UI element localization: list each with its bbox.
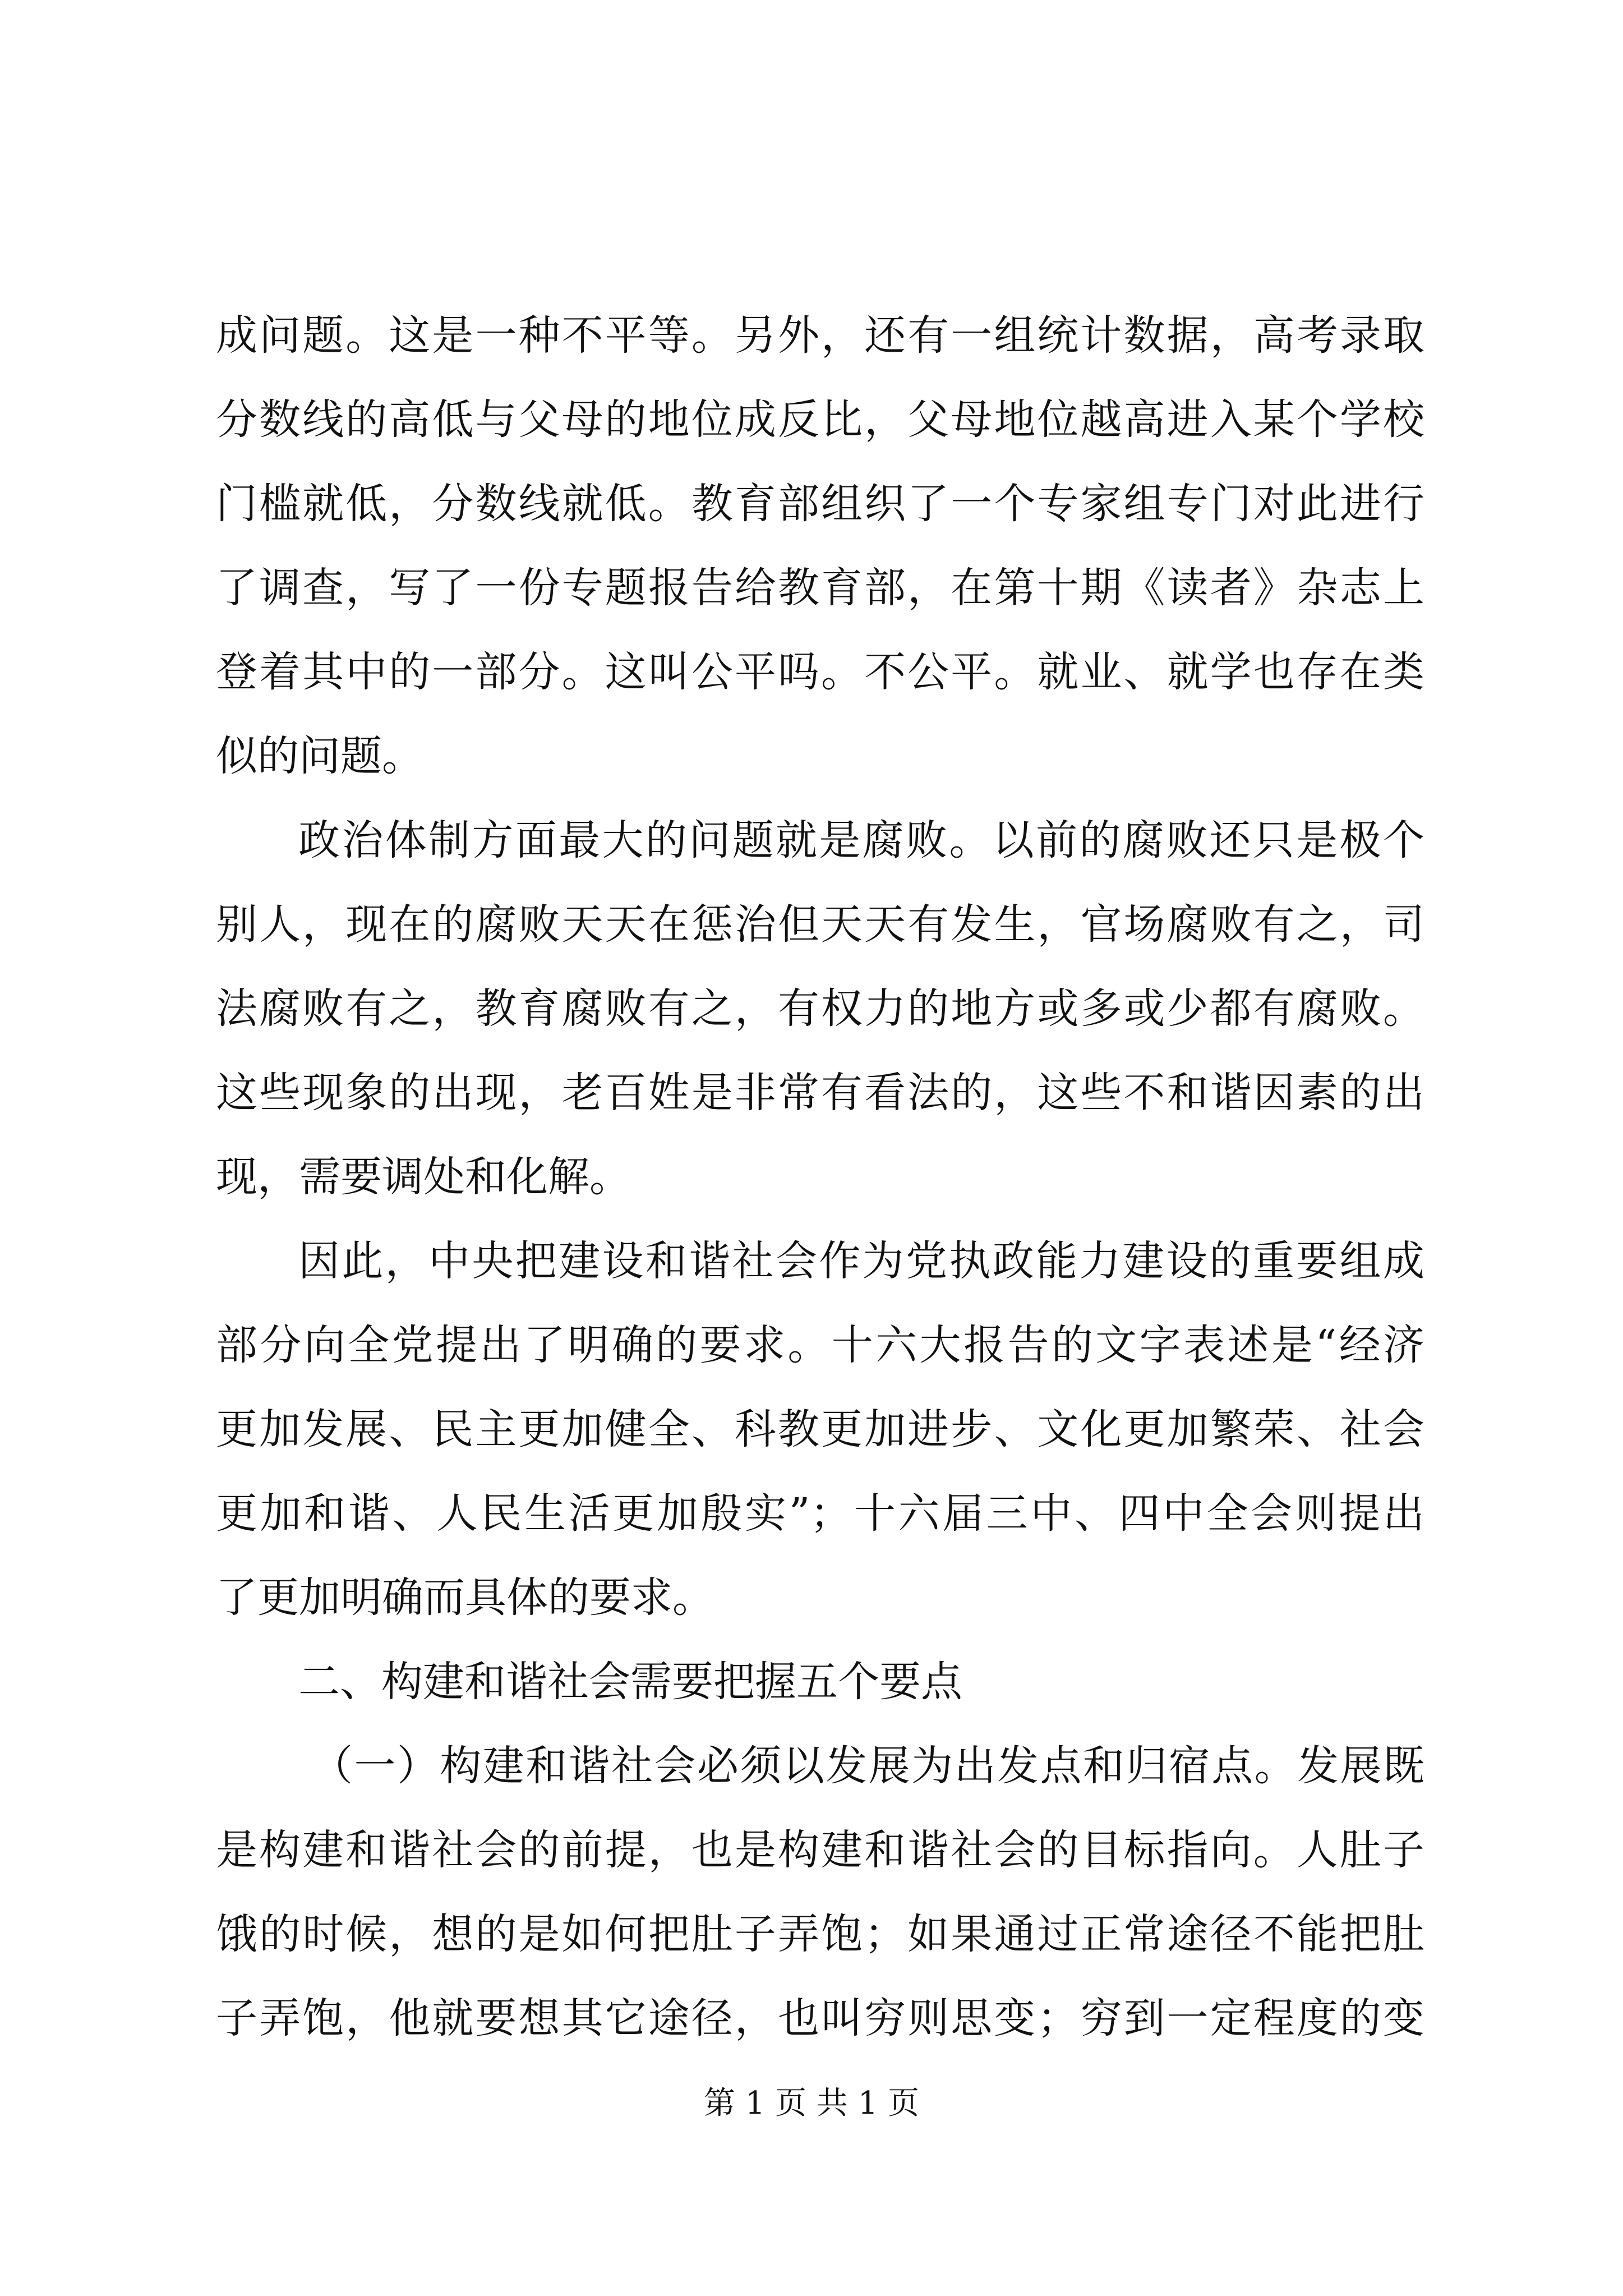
paragraph-first-line: 因此，中央把建设和谐社会作为党执政能力建设的重要组成 <box>298 1237 1424 1285</box>
paragraph-first-line: （一）构建和谐社会必须以发展为出发点和归宿点。发展既 <box>311 1742 1424 1790</box>
text-line: 更加发展、民主更加健全、科教更加进步、文化更加繁荣、社会 <box>216 1405 1424 1453</box>
text-line: 现，需要调处和化解。 <box>216 1153 631 1201</box>
text-line: 部分向全党提出了明确的要求。十六大报告的文字表述是“经济 <box>216 1321 1424 1369</box>
text-line: 门槛就低，分数线就低。教育部组织了一个专家组专门对此进行 <box>216 480 1424 528</box>
text-line: 这些现象的出现，老百姓是非常有看法的，这些不和谐因素的出 <box>216 1069 1424 1117</box>
section-heading: 二、构建和谐社会需要把握五个要点 <box>298 1658 962 1706</box>
text-line: 分数线的高低与父母的地位成反比，父母地位越高进入某个学校 <box>216 395 1424 444</box>
text-line: 登着其中的一部分。这叫公平吗。不公平。就业、就学也存在类 <box>216 648 1424 696</box>
text-line: 了更加明确而具体的要求。 <box>216 1573 714 1622</box>
page-number-footer: 第 1 页 共 1 页 <box>703 2085 920 2122</box>
text-line: 更加和谐、人民生活更加殷实”；十六届三中、四中全会则提出 <box>216 1489 1424 1538</box>
text-line: 法腐败有之，教育腐败有之，有权力的地方或多或少都有腐败。 <box>216 984 1424 1033</box>
text-line: 是构建和谐社会的前提，也是构建和谐社会的目标指向。人肚子 <box>216 1826 1424 1874</box>
text-line: 子弄饱，他就要想其它途径，也叫穷则思变；穷到一定程度的变 <box>216 1994 1424 2042</box>
text-line: 似的问题。 <box>216 732 423 780</box>
text-line: 饿的时候，想的是如何把肚子弄饱；如果通过正常途径不能把肚 <box>216 1910 1424 1958</box>
paragraph-first-line: 政治体制方面最大的问题就是腐败。以前的腐败还只是极个 <box>298 816 1424 864</box>
text-line: 了调查，写了一份专题报告给教育部，在第十期《读者》杂志上 <box>216 564 1424 612</box>
text-line: 别人，现在的腐败天天在惩治但天天有发生，官场腐败有之，司 <box>216 900 1424 949</box>
text-line: 成问题。这是一种不平等。另外，还有一组统计数据，高考录取 <box>216 311 1424 360</box>
